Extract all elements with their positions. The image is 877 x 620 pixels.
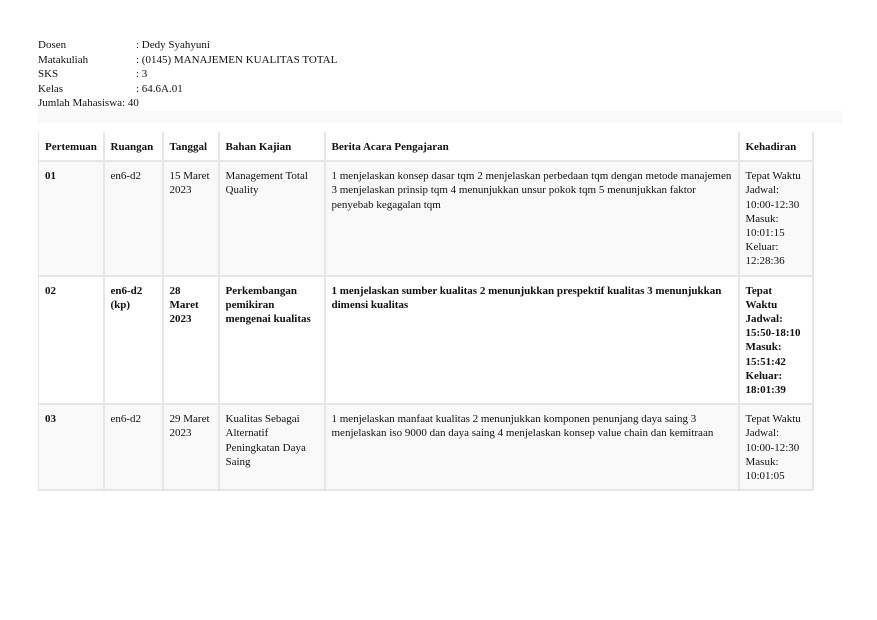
col-header-bahan-kajian: Bahan Kajian [219, 132, 325, 161]
kelas-row [38, 82, 337, 97]
cell-berita-acara: 1 menjelaskan sumber kualitas 2 menunjukkan prespektif kualitas 3 menunjukkan dimensi kualitas [325, 276, 739, 405]
cell-bahan-kajian: Perkembangan pemikiran mengenai kualitas [219, 276, 325, 405]
table-row [39, 161, 813, 275]
col-header-pertemuan: Pertemuan [39, 132, 104, 161]
table-header-row [39, 132, 813, 161]
cell-bahan-kajian: Management Total Quality [219, 161, 325, 275]
cell-bahan-kajian: Kualitas Sebagai Alternatif Peningkatan Daya Saing [219, 404, 325, 490]
cell-tanggal: 15 Maret 2023 [163, 161, 219, 275]
cell-pertemuan: 02 [39, 276, 104, 405]
table-row [39, 404, 813, 490]
matakuliah-row [38, 53, 337, 68]
matakuliah-value: : (0145) MANAJEMEN KUALITAS TOTAL [136, 53, 338, 66]
cell-ruangan: en6-d2 [104, 404, 163, 490]
col-header-tanggal: Tanggal [163, 132, 219, 161]
jumlah-label: Jumlah Mahasiswa [38, 97, 123, 110]
cell-berita-acara: 1 menjelaskan manfaat kualitas 2 menunjukkan komponen penunjang daya saing 3 menjelaskan iso 9000 dan daya saing 4 menjelaskan konsep value chain dan kemitraan [325, 404, 739, 490]
dosen-label: Dosen [38, 39, 67, 51]
cell-tanggal: 29 Maret 2023 [163, 404, 219, 490]
cell-pertemuan: 01 [39, 161, 104, 275]
matakuliah-label: Matakuliah [38, 53, 89, 66]
sks-row [38, 67, 337, 82]
cell-pertemuan: 03 [39, 404, 104, 490]
cell-kehadiran: Tepat Waktu Jadwal: 10:00-12:30 Masuk: 10:01:15 Keluar: 12:28:36 [739, 161, 813, 275]
col-header-ruangan: Ruangan [104, 132, 163, 161]
cell-tanggal: 28 Maret 2023 [163, 276, 219, 405]
cell-ruangan: en6-d2 [104, 161, 163, 275]
course-info-header [38, 38, 337, 111]
kelas-value: : 64.6A.01 [136, 82, 183, 95]
table-row [39, 276, 813, 405]
dosen-row [38, 38, 337, 53]
separator-band [38, 111, 842, 123]
col-header-kehadiran: Kehadiran [739, 132, 813, 161]
cell-kehadiran: Tepat Waktu Jadwal: 10:00-12:30 Masuk: 10:01:05 [739, 404, 813, 490]
kelas-label: Kelas [38, 82, 64, 95]
jumlah-row [38, 96, 337, 111]
cell-kehadiran: Tepat Waktu Jadwal: 15:50-18:10 Masuk: 15:51:42 Keluar: 18:01:39 [739, 276, 813, 405]
sks-value: : 3 [136, 68, 148, 81]
col-header-berita-acara: Berita Acara Pengajaran [325, 132, 739, 161]
cell-ruangan: en6-d2 (kp) [104, 276, 163, 405]
dosen-value: : Dedy Syahyuni [136, 39, 210, 51]
sks-label: SKS [38, 68, 59, 81]
jumlah-value: : 40 [122, 97, 139, 110]
cell-berita-acara: 1 menjelaskan konsep dasar tqm 2 menjelaskan perbedaan tqm dengan metode manajemen 3 menjelaskan prinsip tqm 4 menunjukkan unsur pokok tqm 5 menunjukkan faktor penyebab kegagalan tqm [325, 161, 739, 275]
attendance-table [38, 132, 814, 491]
